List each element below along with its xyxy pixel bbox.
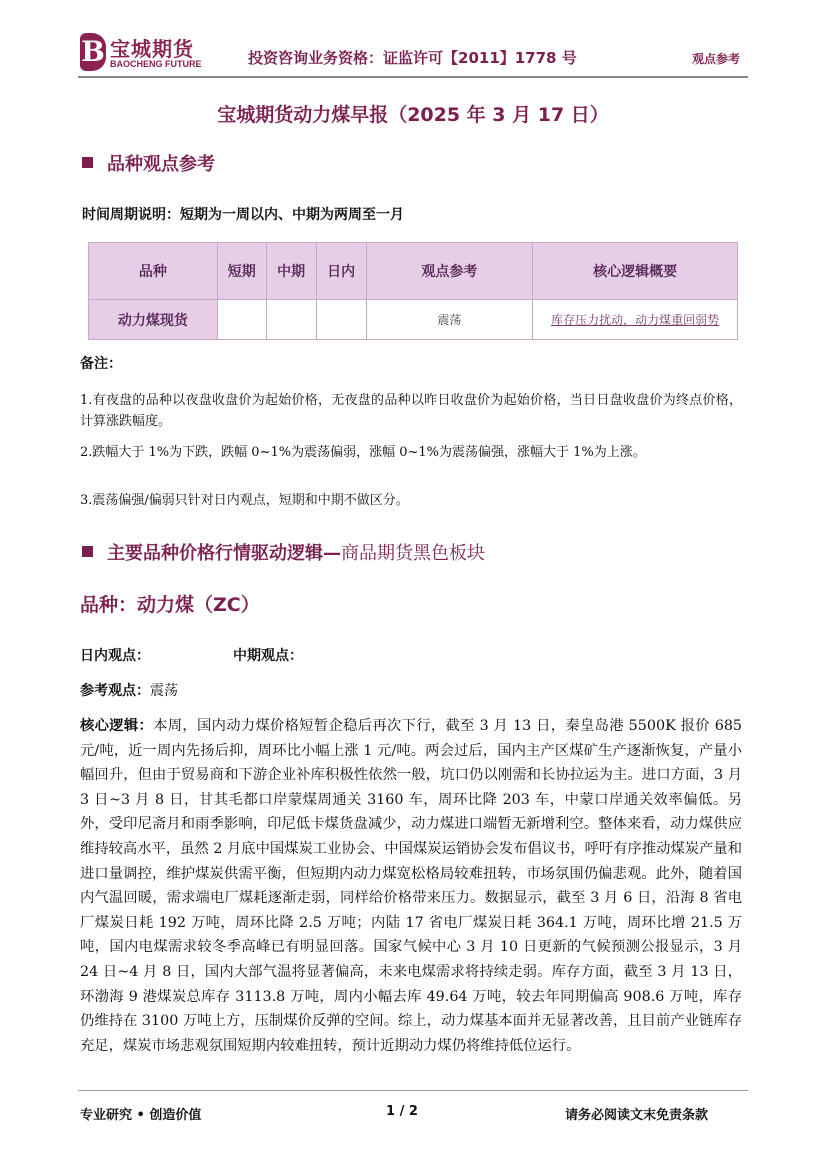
- core-logic-label: 核心逻辑：: [80, 718, 154, 734]
- col-header-logic: 核心逻辑概要: [533, 243, 738, 300]
- logo-cn-text: 宝城期货: [110, 37, 194, 61]
- intraday-view-label: 日内观点：: [80, 648, 150, 664]
- logo-en-text: BAOCHENG FUTURE: [110, 59, 202, 69]
- reference-view-label: 参考观点：: [80, 683, 150, 699]
- variety-title: 品种：动力煤（ZC）: [80, 594, 260, 616]
- footer-slogan: 专业研究 • 创造价值: [80, 1108, 202, 1123]
- col-header-variety: 品种: [89, 243, 218, 300]
- table-row: [89, 300, 738, 340]
- reference-view: [80, 680, 178, 700]
- page-title: 宝城期货动力煤早报（2025 年 3 月 17 日）: [217, 104, 609, 126]
- views-table: [88, 242, 738, 340]
- logo-mark-icon: B: [80, 33, 106, 71]
- license-text: 投资咨询业务资格：证监许可【2011】1778 号: [248, 49, 577, 67]
- cell-short: [217, 300, 266, 340]
- remark-1: 1.有夜盘的品种以夜盘收盘价为起始价格，无夜盘的品种以昨日收盘价为起始价格，当日日盘收盘价为终点价格，计算涨跌幅度。: [80, 393, 742, 429]
- footer-disclaimer: 请务必阅读文末免责条款: [565, 1108, 709, 1123]
- col-header-mid: 中期: [266, 243, 316, 300]
- square-bullet-icon: [82, 546, 93, 557]
- cell-logic-link[interactable]: 库存压力扰动，动力煤重回弱势: [533, 300, 738, 340]
- col-header-view: 观点参考: [366, 243, 533, 300]
- footer-rule: [78, 1090, 748, 1091]
- cell-intraday: [316, 300, 366, 340]
- period-note: 时间周期说明：短期为一周以内、中期为两周至一月: [82, 207, 404, 223]
- core-logic-paragraph: [80, 714, 742, 1058]
- doc-type-label: 观点参考: [692, 52, 741, 66]
- core-logic-text: 本周，国内动力煤价格短暂企稳后再次下行，截至 3 月 13 日，秦皇岛港 5500K 报价 685 元/吨，近一周内先扬后抑，周环比小幅上涨 1 元/吨。两会过后，国内主产区煤矿生产逐渐恢复，产量小幅回升，但由于贸易商和下游企业补库积极性依然一般，坑口仍以刚需和长协拉运为主。进口方面，3 月 3 日~3 月 8 日，甘其毛都口岸蒙煤周通关 3160 车，周环比降 203 车，中蒙口岸通关效率偏低。另外，受印尼斋月和雨季影响，印尼低卡煤货盘减少，动力煤进口端暂无新增利空。整体来看，动力煤供应维持较高水平，虽然 2 月底中国煤炭工业协会、中国煤炭运销协会发布倡议书，呼吁有序推动煤炭产量和进口量调控，维护煤炭供需平衡，但短期内动力煤宽松格局较难扭转，市场氛围仍偏悲观。此外，随着国内气温回暖，需求端电厂煤耗逐渐走弱，同样给价格带来压力。数据显示，截至 3 月 6 日，沿海 8 省电厂煤炭日耗 192 万吨，周环比降 2.5 万吨；内陆 17 省电厂煤炭日耗 364.1 万吨，周环比增 21.5 万吨，国内电煤需求较冬季高峰已有明显回落。国家气候中心 3 月 10 日更新的气候预测公报显示，3 月 24 日~4 月 8 日，国内大部气温将显著偏高，未来电煤需求将持续走弱。库存方面，截至 3 月 13 日，环渤海 9 港煤炭总库存 3113.8 万吨，周内小幅去库 49.64 万吨，较去年同期偏高 908.6 万吨，库存仍维持在 3100 万吨上方，压制煤价反弹的空间。综上，动力煤基本面并无显著改善，且目前产业链库存充足，煤炭市场悲观氛围短期内较难扭转，预计近期动力煤仍将维持低位运行。: [80, 718, 743, 1054]
- remark-3: 3.震荡偏强/偏弱只针对日内观点，短期和中期不做区分。: [80, 493, 409, 508]
- mid-view-label: 中期观点：: [233, 648, 303, 664]
- table-header-row: [89, 243, 738, 300]
- header-rule: [78, 76, 748, 78]
- cell-variety: 动力煤现货: [89, 300, 218, 340]
- cell-mid: [266, 300, 316, 340]
- section-heading-drivers: [82, 539, 485, 565]
- page-number: 1 / 2: [386, 1104, 418, 1119]
- remark-2: 2.跌幅大于 1%为下跌，跌幅 0~1%为震荡偏弱，涨幅 0~1%为震荡偏强，涨幅大于 1%为上涨。: [80, 445, 646, 460]
- col-header-intraday: 日内: [316, 243, 366, 300]
- section-heading-bold: 主要品种价格行情驱动逻辑—: [107, 543, 341, 564]
- section-heading-light: 商品期货黑色板块: [341, 543, 485, 564]
- reference-view-value: 震荡: [150, 683, 178, 699]
- company-logo: [80, 33, 205, 73]
- cell-view: 震荡: [366, 300, 533, 340]
- section-heading-text: 品种观点参考: [107, 154, 215, 175]
- square-bullet-icon: [82, 157, 93, 168]
- col-header-short: 短期: [217, 243, 266, 300]
- section-heading-views: [82, 150, 215, 176]
- remarks-label: 备注：: [80, 356, 122, 372]
